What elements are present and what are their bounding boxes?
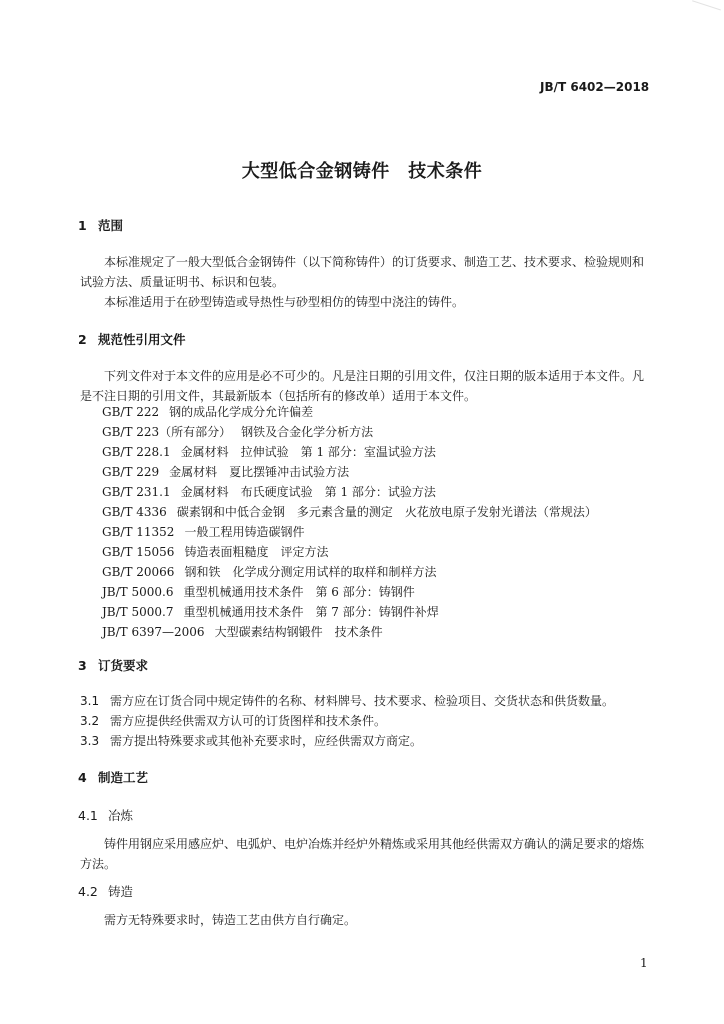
reference-item: GB/T 4336 碳素钢和中低合金钢 多元素含量的测定 火花放电原子发射光谱法（常规法） [102, 505, 597, 519]
reference-item: GB/T 11352 一般工程用铸造碳钢件 [102, 525, 305, 539]
page-corner-mark [692, 0, 724, 10]
subsection-4-1-heading: 4.1 冶炼 [78, 808, 134, 823]
subsection-4-2-paragraph: 需方无特殊要求时，铸造工艺由供方自行确定。 [104, 913, 357, 927]
clause-item: 3.3 需方提出特殊要求或其他补充要求时，应经供需双方商定。 [80, 734, 423, 748]
reference-item: JB/T 6397—2006 大型碳素结构钢锻件 技术条件 [102, 625, 383, 639]
reference-item: GB/T 229 金属材料 夏比摆锤冲击试验方法 [102, 465, 350, 479]
subsection-4-1-paragraph: 铸件用钢应采用感应炉、电弧炉、电炉冶炼并经炉外精炼或采用其他经供需双方确认的满足要求的熔炼方法。 [80, 837, 645, 871]
reference-item: GB/T 231.1 金属材料 布氏硬度试验 第 1 部分：试验方法 [102, 485, 436, 499]
subsection-4-2-heading: 4.2 铸造 [78, 884, 134, 899]
document-title: 大型低合金钢铸件 技术条件 [241, 161, 483, 182]
section-1-heading: 1 范围 [78, 218, 124, 233]
page-number: 1 [640, 956, 648, 970]
section-4-heading: 4 制造工艺 [78, 770, 149, 785]
reference-item: GB/T 223（所有部分） 钢铁及合金化学分析方法 [102, 425, 374, 439]
reference-item: GB/T 228.1 金属材料 拉伸试验 第 1 部分：室温试验方法 [102, 445, 436, 459]
reference-item: GB/T 20066 钢和铁 化学成分测定用试样的取样和制样方法 [102, 565, 437, 579]
section-2-heading: 2 规范性引用文件 [78, 332, 186, 347]
reference-item: GB/T 222 钢的成品化学成分允许偏差 [102, 405, 314, 419]
clause-item: 3.1 需方应在订货合同中规定铸件的名称、材料牌号、技术要求、检验项目、交货状态和供货数量。 [80, 694, 615, 708]
section-1-paragraph-2: 本标准适用于在砂型铸造或导热性与砂型相仿的铸型中浇注的铸件。 [104, 295, 465, 309]
section-2-paragraph-1: 下列文件对于本文件的应用是必不可少的。凡是注日期的引用文件，仅注日期的版本适用于本文件。凡是不注日期的引用文件，其最新版本（包括所有的修改单）适用于本文件。 [80, 369, 645, 403]
section-3-heading: 3 订货要求 [78, 658, 149, 673]
reference-item: GB/T 15056 铸造表面粗糙度 评定方法 [102, 545, 329, 559]
standard-number: JB/T 6402—2018 [540, 80, 650, 94]
clause-item: 3.2 需方应提供经供需双方认可的订货图样和技术条件。 [80, 714, 387, 728]
reference-item: JB/T 5000.7 重型机械通用技术条件 第 7 部分：铸钢件补焊 [102, 605, 439, 619]
reference-item: JB/T 5000.6 重型机械通用技术条件 第 6 部分：铸钢件 [102, 585, 415, 599]
section-1-paragraph-1: 本标准规定了一般大型低合金钢铸件（以下简称铸件）的订货要求、制造工艺、技术要求、检验规则和试验方法、质量证明书、标识和包装。 [80, 255, 645, 289]
